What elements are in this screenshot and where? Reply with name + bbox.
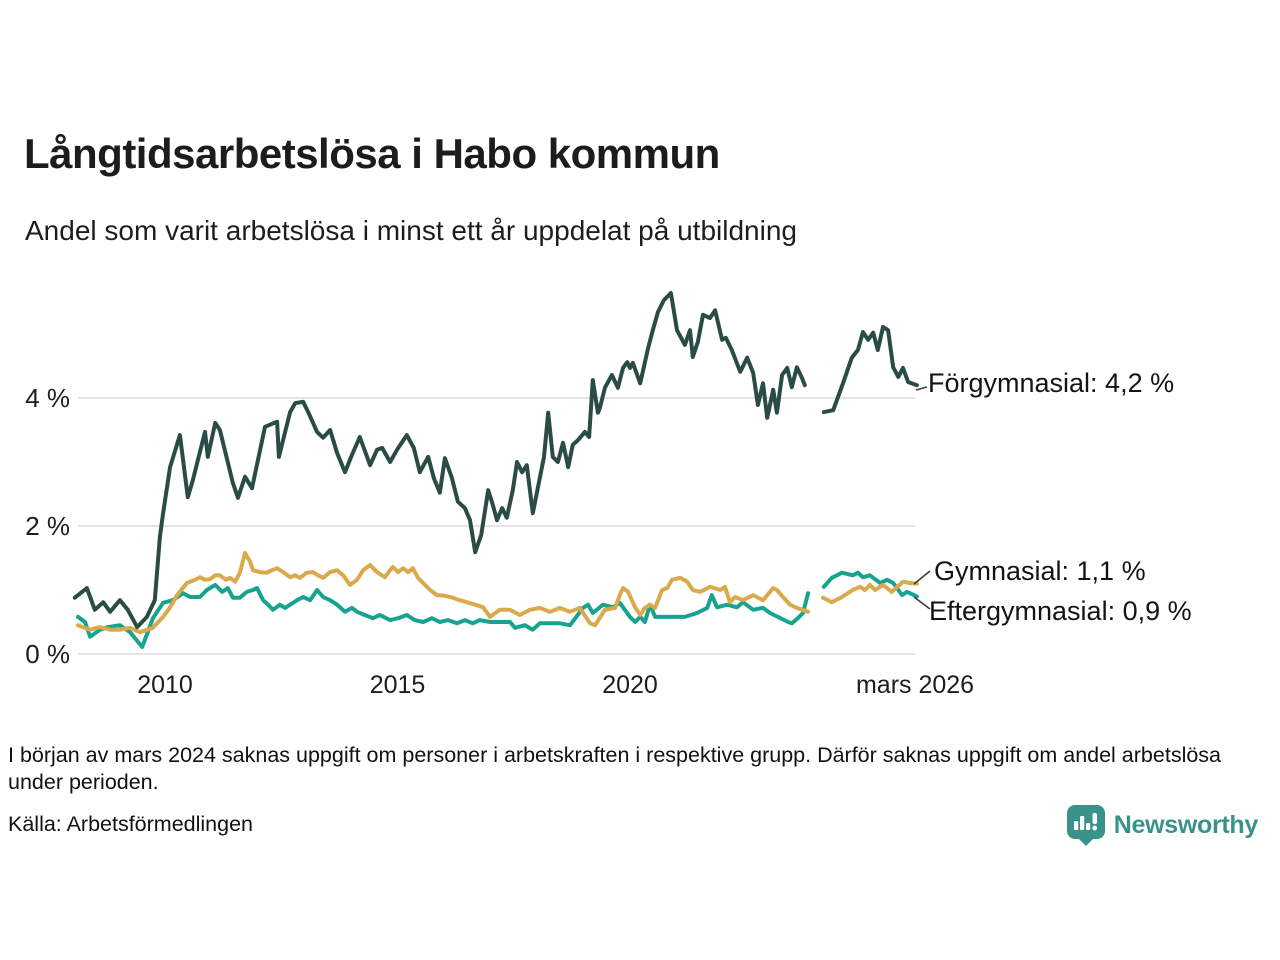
x-tick-label: mars 2026 bbox=[855, 671, 975, 699]
x-tick-label: 2020 bbox=[602, 671, 658, 699]
page-subtitle: Andel som varit arbetslösa i minst ett år uppdelat på utbildning bbox=[25, 215, 797, 246]
series-label-eftergymnasial: Eftergymnasial: 0,9 % bbox=[929, 596, 1192, 626]
newsworthy-logo bbox=[1066, 804, 1258, 846]
series-label-forgymnasial: Förgymnasial: 4,2 % bbox=[928, 368, 1175, 398]
newsworthy-wordmark: Newsworthy bbox=[1113, 810, 1258, 839]
footnote: I början av mars 2024 saknas uppgift om personer i arbetskraften i respektive grupp. Därför saknas uppgift om andel arbetslösa under perioden. bbox=[8, 743, 1222, 794]
newsworthy-logo-icon bbox=[1066, 804, 1106, 846]
y-tick-label: 2 % bbox=[25, 511, 70, 541]
source-line: Källa: Arbetsförmedlingen bbox=[8, 812, 254, 836]
y-tick-label: 4 % bbox=[25, 383, 70, 413]
x-tick-label: 2010 bbox=[137, 671, 193, 699]
y-tick-label: 0 % bbox=[25, 639, 70, 669]
series-label-gymnasial: Gymnasial: 1,1 % bbox=[934, 556, 1146, 586]
page-title: Långtidsarbetslösa i Habo kommun bbox=[24, 130, 720, 177]
x-tick-label: 2015 bbox=[369, 671, 426, 699]
